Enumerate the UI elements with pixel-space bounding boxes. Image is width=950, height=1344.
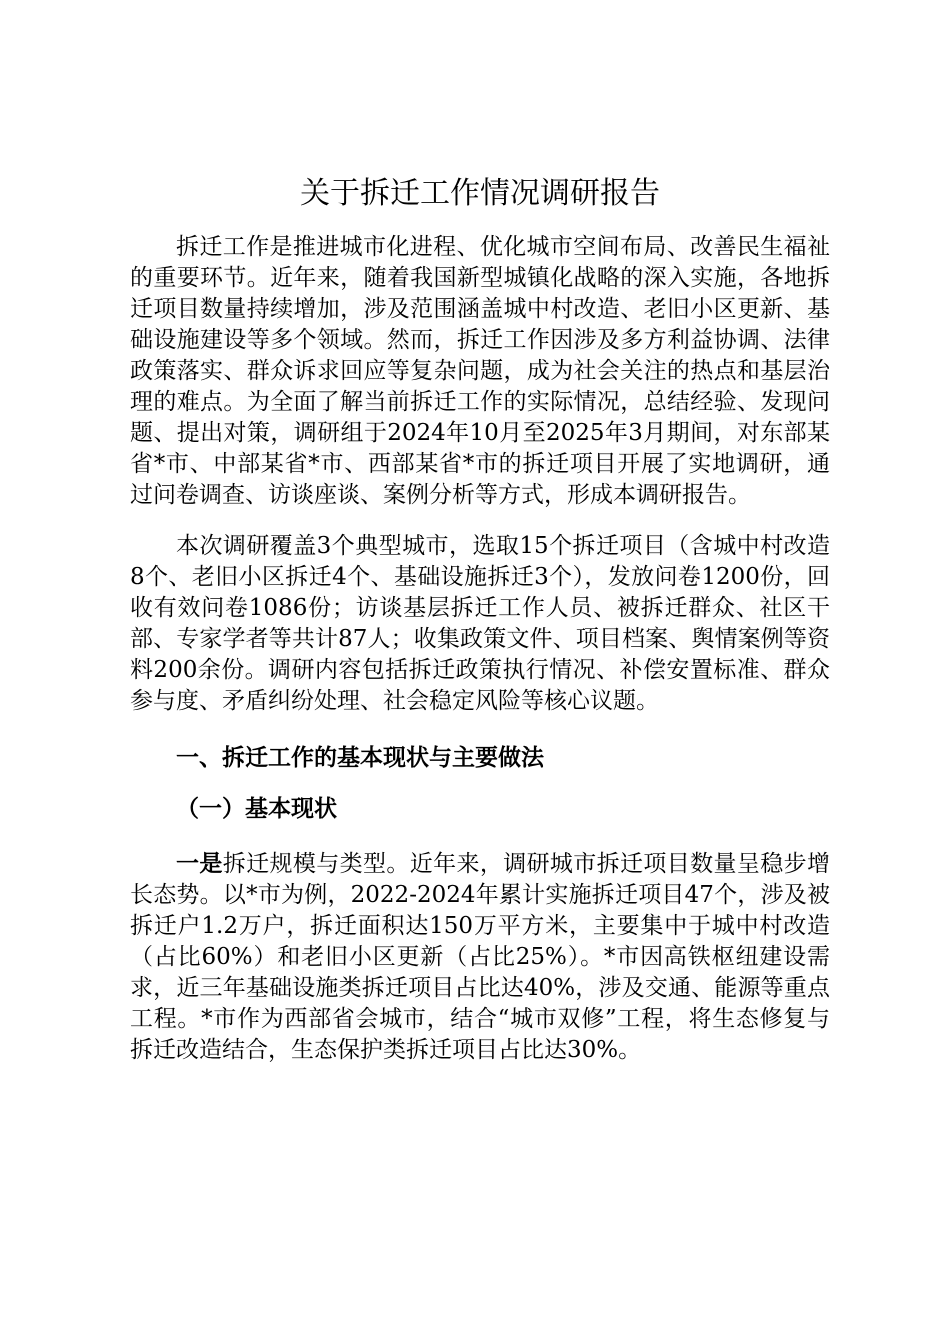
paragraph-lead: 一是 bbox=[176, 851, 223, 877]
intro-paragraph: 拆迁工作是推进城市化进程、优化城市空间布局、改善民生福祉的重要环节。近年来，随着我国新型城镇化战略的深入实施，各地拆迁项目数量持续增加，涉及范围涵盖城中村改造、老旧小区更新、基础设施建设等多个领域。然而，拆迁工作因涉及多方利益协调、法律政策落实、群众诉求回应等复杂问题，成为社会关注的热点和基层治理的难点。为全面了解当前拆迁工作的实际情况，总结经验、发现问题、提出对策，调研组于2024年10月至2025年3月期间，对东部某省*市、中部某省*市、西部某省*市的拆迁项目开展了实地调研，通过问卷调查、访谈座谈、案例分析等方式，形成本调研报告。 bbox=[130, 234, 830, 508]
document-body bbox=[130, 170, 830, 1066]
subsection-heading-1: （一）基本现状 bbox=[176, 796, 337, 822]
document-title: 关于拆迁工作情况调研报告 bbox=[300, 176, 660, 211]
section-heading-1: 一、拆迁工作的基本现状与主要做法 bbox=[176, 745, 544, 771]
survey-scope-paragraph: 本次调研覆盖3个典型城市，选取15个拆迁项目（含城中村改造8个、老旧小区拆迁4个、基础设施拆迁3个），发放问卷1200份，回收有效问卷1086份；访谈基层拆迁工作人员、被拆迁群众、社区干部、专家学者等共计87人；收集政策文件、项目档案、舆情案例等资料200余份。调研内容包括拆迁政策执行情况、补偿安置标准、群众参与度、矛盾纠纷处理、社会稳定风险等核心议题。 bbox=[130, 533, 830, 714]
paragraph-text: 拆迁规模与类型。近年来，调研城市拆迁项目数量呈稳步增长态势。以*市为例，2022-2024年累计实施拆迁项目47个，涉及被拆迁户1.2万户，拆迁面积达150万平方米，主要集中于城中村改造（占比60%）和老旧小区更新（占比25%）。*市因高铁枢纽建设需求，近三年基础设施类拆迁项目占比达40%，涉及交通、能源等重点工程。*市作为西部省会城市，结合“城市双修”工程，将生态修复与拆迁改造结合，生态保护类拆迁项目占比达30%。 bbox=[130, 851, 831, 1063]
current-status-paragraph bbox=[130, 849, 830, 1066]
